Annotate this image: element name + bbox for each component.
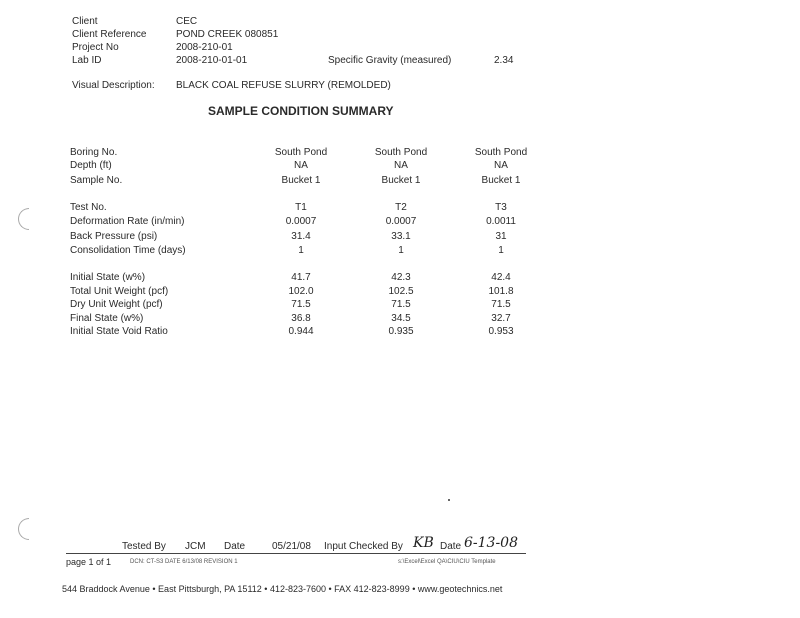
row-label: Depth (ft): [70, 160, 112, 171]
footer-rule: [66, 553, 526, 554]
cell-t1: 1: [298, 245, 304, 256]
cell-t1: 41.7: [291, 272, 311, 283]
page-title: SAMPLE CONDITION SUMMARY: [208, 104, 394, 118]
cell-t3: 42.4: [491, 272, 511, 283]
cell-t1: South Pond: [274, 147, 328, 158]
row-label: Back Pressure (psi): [70, 231, 158, 242]
cell-t2: NA: [394, 160, 408, 171]
cell-t3: 0.953: [488, 326, 514, 337]
row-label: Initial State Void Ratio: [70, 326, 168, 337]
cell-t2: 71.5: [391, 299, 411, 310]
project-no-label: Project No: [72, 42, 119, 53]
cell-t1: 102.0: [288, 286, 314, 297]
date-value: 05/21/08: [272, 541, 311, 552]
tested-by-value: JCM: [185, 541, 206, 552]
page-number: page 1 of 1: [66, 557, 112, 567]
cell-t3: 1: [498, 245, 504, 256]
cell-t2: 0.0007: [385, 216, 417, 227]
checked-by-signature: KB: [413, 535, 434, 551]
client-reference-value: POND CREEK 080851: [176, 29, 279, 40]
cell-t3: T3: [495, 202, 507, 213]
cell-t3: NA: [494, 160, 508, 171]
cell-t1: 31.4: [291, 231, 311, 242]
row-label: Boring No.: [70, 147, 118, 158]
row-label: Final State (w%): [70, 313, 144, 324]
cell-t2: 33.1: [391, 231, 411, 242]
cell-t1: 0.0007: [285, 216, 317, 227]
client-value: CEC: [176, 16, 198, 27]
row-label: Sample No.: [70, 175, 123, 186]
lab-id-value: 2008-210-01-01: [176, 55, 248, 66]
company-address: 544 Braddock Avenue • East Pittsburgh, PA 15112 • 412-823-7600 • FAX 412-823-8999 • www.geotechnics.net: [62, 584, 503, 594]
cell-t3: 0.0011: [486, 216, 516, 227]
cell-t2: Bucket 1: [381, 175, 421, 186]
row-label: Initial State (w%): [70, 272, 146, 283]
checked-by-label: Input Checked By: [324, 541, 403, 552]
cell-t2: 0.935: [388, 326, 414, 337]
client-reference-label: Client Reference: [72, 29, 147, 40]
client-label: Client: [72, 16, 98, 27]
specific-gravity-value: 2.34: [494, 55, 514, 66]
cell-t2: 42.3: [391, 272, 411, 283]
row-label: Total Unit Weight (pcf): [70, 286, 169, 297]
cell-t3: 101.8: [488, 286, 514, 297]
cell-t1: 71.5: [291, 299, 311, 310]
cell-t3: Bucket 1: [481, 175, 521, 186]
cell-t3: 31: [495, 231, 507, 242]
visual-description-value: BLACK COAL REFUSE SLURRY (REMOLDED): [176, 80, 391, 91]
stray-mark: [448, 499, 450, 501]
lab-id-label: Lab ID: [72, 55, 102, 66]
specific-gravity-label: Specific Gravity (measured): [328, 55, 452, 66]
visual-description-label: Visual Description:: [72, 80, 155, 91]
cell-t2: T2: [395, 202, 407, 213]
cell-t2: South Pond: [374, 147, 428, 158]
date-label: Date: [224, 541, 246, 552]
cell-t2: 34.5: [391, 313, 411, 324]
tested-by-label: Tested By: [122, 541, 166, 552]
cell-t1: NA: [294, 160, 308, 171]
punch-hole-top: [18, 208, 29, 230]
checked-date-label: Date: [440, 541, 462, 552]
cell-t1: 36.8: [291, 313, 311, 324]
row-label: Test No.: [70, 202, 107, 213]
cell-t2: 1: [398, 245, 404, 256]
row-label: Deformation Rate (in/min): [70, 216, 185, 227]
cell-t1: T1: [295, 202, 307, 213]
cell-t3: 71.5: [491, 299, 511, 310]
footer-file-path: s:\Excel\Excel QA\CIU\CIU Template: [398, 559, 496, 565]
cell-t1: Bucket 1: [281, 175, 321, 186]
project-no-value: 2008-210-01: [176, 42, 233, 53]
cell-t1: 0.944: [288, 326, 314, 337]
footer-dcn: DCN: CT-S3 DATE 6/13/08 REVISION 1: [130, 559, 238, 565]
cell-t3: South Pond: [474, 147, 528, 158]
cell-t3: 32.7: [491, 313, 511, 324]
checked-date-handwritten: 6-13-08: [464, 535, 518, 551]
punch-hole-bottom: [18, 518, 29, 540]
cell-t2: 102.5: [388, 286, 414, 297]
row-label: Dry Unit Weight (pcf): [70, 299, 163, 310]
row-label: Consolidation Time (days): [70, 245, 186, 256]
